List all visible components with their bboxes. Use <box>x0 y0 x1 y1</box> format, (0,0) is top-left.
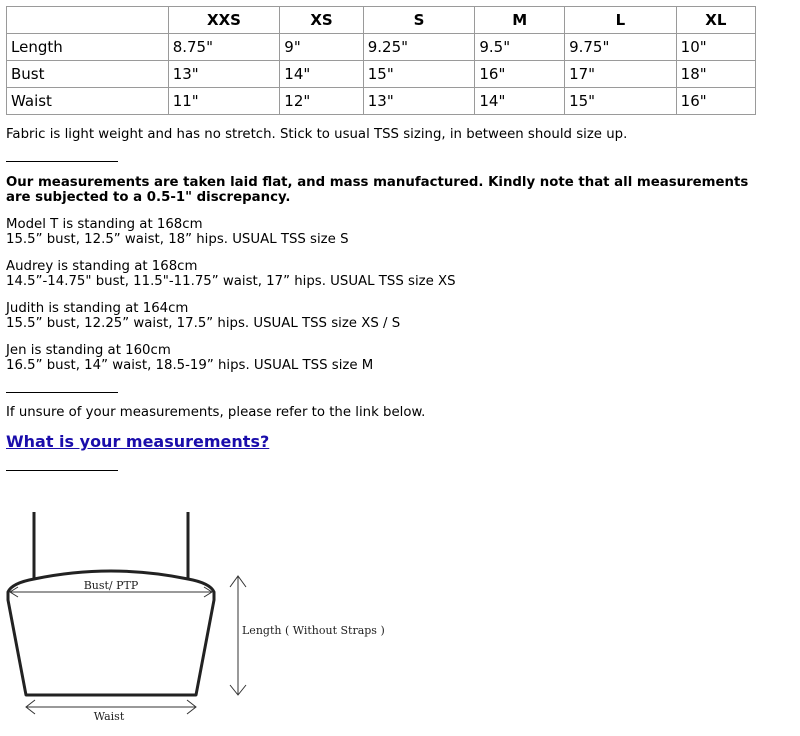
table-header-cell: XXS <box>168 7 280 34</box>
model-info <box>6 301 800 331</box>
table-cell: 15" <box>565 88 677 115</box>
model-measurements: 15.5” bust, 12.25” waist, 17.5” hips. USUAL TSS size XS / S <box>6 316 401 331</box>
model-height: Jen is standing at 160cm <box>6 343 171 358</box>
table-cell: 9" <box>280 34 363 61</box>
table-row <box>7 88 756 115</box>
table-header-cell: XL <box>676 7 755 34</box>
table-row <box>7 34 756 61</box>
table-cell: 11" <box>168 88 280 115</box>
table-cell: 16" <box>475 61 565 88</box>
row-label: Bust <box>7 61 169 88</box>
table-cell: 13" <box>168 61 280 88</box>
table-cell: 16" <box>676 88 755 115</box>
table-cell: 14" <box>280 61 363 88</box>
unsure-note: If unsure of your measurements, please refer to the link below. <box>6 405 426 420</box>
model-info <box>6 343 800 373</box>
table-cell: 9.75" <box>565 34 677 61</box>
table-header-row <box>7 7 756 34</box>
table-cell: 10" <box>676 34 755 61</box>
model-measurements: 14.5”-14.75" bust, 11.5"-11.75” waist, 17” hips. USUAL TSS size XS <box>6 274 456 289</box>
divider <box>6 161 118 162</box>
model-info <box>6 217 800 247</box>
table-cell: 17" <box>565 61 677 88</box>
measurement-disclaimer: Our measurements are taken laid flat, and mass manufactured. Kindly note that all measurements are subjected to a 0.5-1" discrepancy. <box>6 175 749 205</box>
fabric-note: Fabric is light weight and has no stretch. Stick to usual TSS sizing, in between should size up. <box>6 127 628 142</box>
row-label: Length <box>7 34 169 61</box>
size-chart-table <box>6 6 756 115</box>
row-label: Waist <box>7 88 169 115</box>
table-cell: 13" <box>363 88 475 115</box>
table-cell: 14" <box>475 88 565 115</box>
table-header-cell: L <box>565 7 677 34</box>
model-info <box>6 259 800 289</box>
table-header-cell: M <box>475 7 565 34</box>
table-cell: 9.5" <box>475 34 565 61</box>
divider <box>6 392 118 393</box>
bust-label: Bust/ PTP <box>83 579 139 592</box>
table-cell: 18" <box>676 61 755 88</box>
table-header-cell: XS <box>280 7 363 34</box>
measurement-diagram <box>0 505 400 736</box>
model-height: Model T is standing at 168cm <box>6 217 203 232</box>
table-row <box>7 61 756 88</box>
length-label: Length ( Without Straps ) <box>242 624 385 637</box>
table-header-cell: S <box>363 7 475 34</box>
measurements-link[interactable]: What is your measurements? <box>6 432 270 451</box>
model-height: Judith is standing at 164cm <box>6 301 189 316</box>
table-header-cell <box>7 7 169 34</box>
model-measurements: 16.5” bust, 14” waist, 18.5-19” hips. USUAL TSS size M <box>6 358 374 373</box>
table-cell: 12" <box>280 88 363 115</box>
model-measurements: 15.5” bust, 12.5” waist, 18” hips. USUAL TSS size S <box>6 232 349 247</box>
divider <box>6 470 118 471</box>
model-height: Audrey is standing at 168cm <box>6 259 198 274</box>
table-cell: 15" <box>363 61 475 88</box>
table-cell: 9.25" <box>363 34 475 61</box>
table-cell: 8.75" <box>168 34 280 61</box>
waist-label: Waist <box>93 710 125 723</box>
